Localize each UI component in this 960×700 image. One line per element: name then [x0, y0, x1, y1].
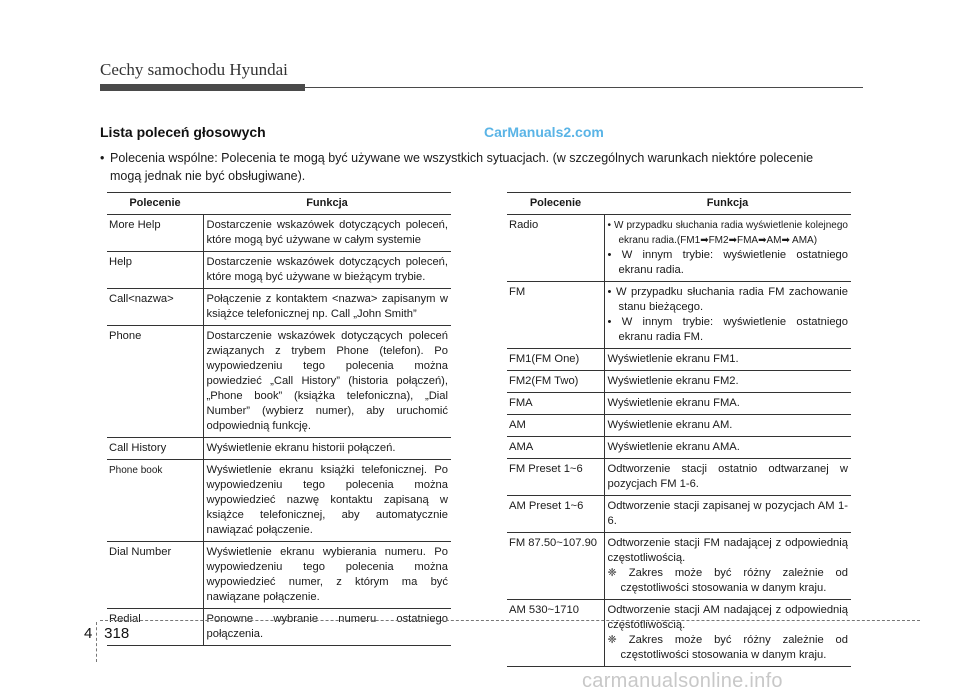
bullet-text: W przypadku słuchania radia wyświetlenie kolejnego ekranu radia.(FM1➡FM2➡FMA➡AM➡ AMA) [614, 220, 848, 246]
function-cell: Wyświetlenie ekranu FMA. [604, 393, 851, 415]
table-row [107, 326, 451, 438]
bullet-item [608, 248, 849, 278]
footer-divider [96, 622, 97, 662]
function-cell: Wyświetlenie ekranu książki telefonicznej. Po wypowiedzeniu tego polecenia można wypowiedzieć nazwę kontaktu zapisaną w książce telefonicznej, aby automatycznie nawiązać połączenie. [203, 460, 451, 542]
table-row [107, 289, 451, 326]
bullet-glyph: • [607, 316, 612, 328]
bullet-text: W innym trybie: wyświetlenie ostatniego ekranu radia. [618, 249, 849, 276]
range-note: ❈ Zakres może być różny zależnie od częstotliwości stosowania w danym kraju. [607, 567, 848, 594]
function-text: Odtworzenie stacji FM nadającej z odpowiednią częstotliwością. [607, 537, 848, 564]
command-cell: Call History [107, 438, 203, 460]
command-cell: FMA [507, 393, 604, 415]
footer-rule [100, 620, 920, 621]
command-cell: More Help [107, 215, 203, 252]
left-table-header [107, 193, 451, 215]
bullet-glyph: • [607, 249, 612, 261]
right-command-table [507, 192, 851, 667]
command-cell: Dial Number [107, 542, 203, 609]
watermark-bottom: carmanualsonline.info [582, 670, 783, 692]
command-cell: FM [507, 282, 604, 349]
table-row [507, 415, 851, 437]
table-row [107, 438, 451, 460]
intro-line-1: Polecenia wspólne: Polecenia te mogą być używane we wszystkich sytuacjach. (w szczególnych warunkach niektóre polecenie [110, 151, 814, 165]
table-row [507, 282, 851, 349]
function-cell: Wyświetlenie ekranu FM2. [604, 371, 851, 393]
command-cell: FM2(FM Two) [507, 371, 604, 393]
command-cell: AM Preset 1~6 [507, 496, 604, 533]
bullet-text: W przypadku słuchania radia FM zachowanie stanu bieżącego. [615, 286, 849, 313]
command-cell: AM [507, 415, 604, 437]
page-number [100, 625, 129, 642]
function-cell [604, 600, 851, 667]
table-row [107, 609, 451, 646]
header-rule [100, 87, 863, 88]
command-cell: Radio [507, 215, 604, 282]
function-cell: Wyświetlenie ekranu FM1. [604, 349, 851, 371]
table-row [507, 496, 851, 533]
function-cell: Odtworzenie stacji zapisanej w pozycjach AM 1-6. [604, 496, 851, 533]
command-cell: AMA [507, 437, 604, 459]
table-row [107, 252, 451, 289]
table-row [507, 371, 851, 393]
bullet-item [608, 315, 849, 345]
table-row [507, 215, 851, 282]
table-row [507, 533, 851, 600]
bullet-glyph: • [607, 286, 612, 298]
command-cell: Call<nazwa> [107, 289, 203, 326]
function-cell: Połączenie z kontaktem <nazwa> zapisanym w książce telefonicznej np. Call „John Smith” [203, 289, 451, 326]
table-row [507, 600, 851, 667]
range-note: ❈ Zakres może być różny zależnie od częstotliwości stosowania w danym kraju. [607, 634, 848, 661]
function-cell: Wyświetlenie ekranu historii połączeń. [203, 438, 451, 460]
bullet-item [608, 218, 849, 248]
command-cell: Help [107, 252, 203, 289]
command-cell: FM1(FM One) [507, 349, 604, 371]
table-row [507, 393, 851, 415]
left-command-table [107, 192, 451, 646]
table-row [507, 437, 851, 459]
command-cell: Phone book [107, 460, 203, 542]
table-row [507, 459, 851, 496]
intro-bullet: • [100, 151, 105, 165]
right-header-function: Funkcja [604, 193, 851, 215]
bullet-item [608, 285, 849, 315]
command-cell: FM 87.50~107.90 [507, 533, 604, 600]
right-table-header [507, 193, 851, 215]
function-cell: Wyświetlenie ekranu wybierania numeru. Po wypowiedzeniu tego polecenia można wypowiedzieć numer, z którym ma być nawiązane połączenie. [203, 542, 451, 609]
left-header-function: Funkcja [203, 193, 451, 215]
command-cell: FM Preset 1~6 [507, 459, 604, 496]
command-cell: AM 530~1710 [507, 600, 604, 667]
table-row [107, 215, 451, 252]
function-cell: Wyświetlenie ekranu AMA. [604, 437, 851, 459]
bullet-text: W innym trybie: wyświetlenie ostatniego ekranu radia FM. [618, 316, 849, 343]
chapter-number: 4 [84, 625, 93, 642]
function-cell [604, 215, 851, 282]
bullet-glyph: • [607, 220, 612, 231]
page-header-title: Cechy samochodu Hyundai [100, 60, 288, 79]
watermark-top: CarManuals2.com [484, 124, 604, 140]
function-cell [604, 282, 851, 349]
command-cell: Redial [107, 609, 203, 646]
page-number-value: 318 [104, 625, 130, 642]
function-cell: Dostarczenie wskazówek dotyczących poleceń związanych z trybem Phone (telefon). Po wypowiedzeniu tego polecenia można powiedzieć „Call History” (historia połączeń), „Phone book” (książka telefoniczna), „Dial Number” (wybierz numer), aby uruchomić odpowiednią funkcję. [203, 326, 451, 438]
intro-paragraph [100, 149, 863, 185]
intro-line-2: mogą jednak nie być obsługiwane). [110, 169, 306, 183]
function-cell: Ponowne wybranie numeru ostatniego połączenia. [203, 609, 451, 646]
left-header-command: Polecenie [107, 193, 203, 215]
table-row [107, 542, 451, 609]
command-cell: Phone [107, 326, 203, 438]
function-text: Odtworzenie stacji AM nadającej z odpowiednią częstotliwością. [607, 604, 848, 631]
table-row [107, 460, 451, 542]
section-title: Lista poleceń głosowych [100, 124, 266, 140]
function-cell: Dostarczenie wskazówek dotyczących poleceń, które mogą być używane w całym systemie [203, 215, 451, 252]
table-row [507, 349, 851, 371]
function-cell: Wyświetlenie ekranu AM. [604, 415, 851, 437]
function-cell: Odtworzenie stacji ostatnio odtwarzanej w pozycjach FM 1-6. [604, 459, 851, 496]
right-header-command: Polecenie [507, 193, 604, 215]
function-cell: Dostarczenie wskazówek dotyczących poleceń, które mogą być używane w bieżącym trybie. [203, 252, 451, 289]
function-cell [604, 533, 851, 600]
